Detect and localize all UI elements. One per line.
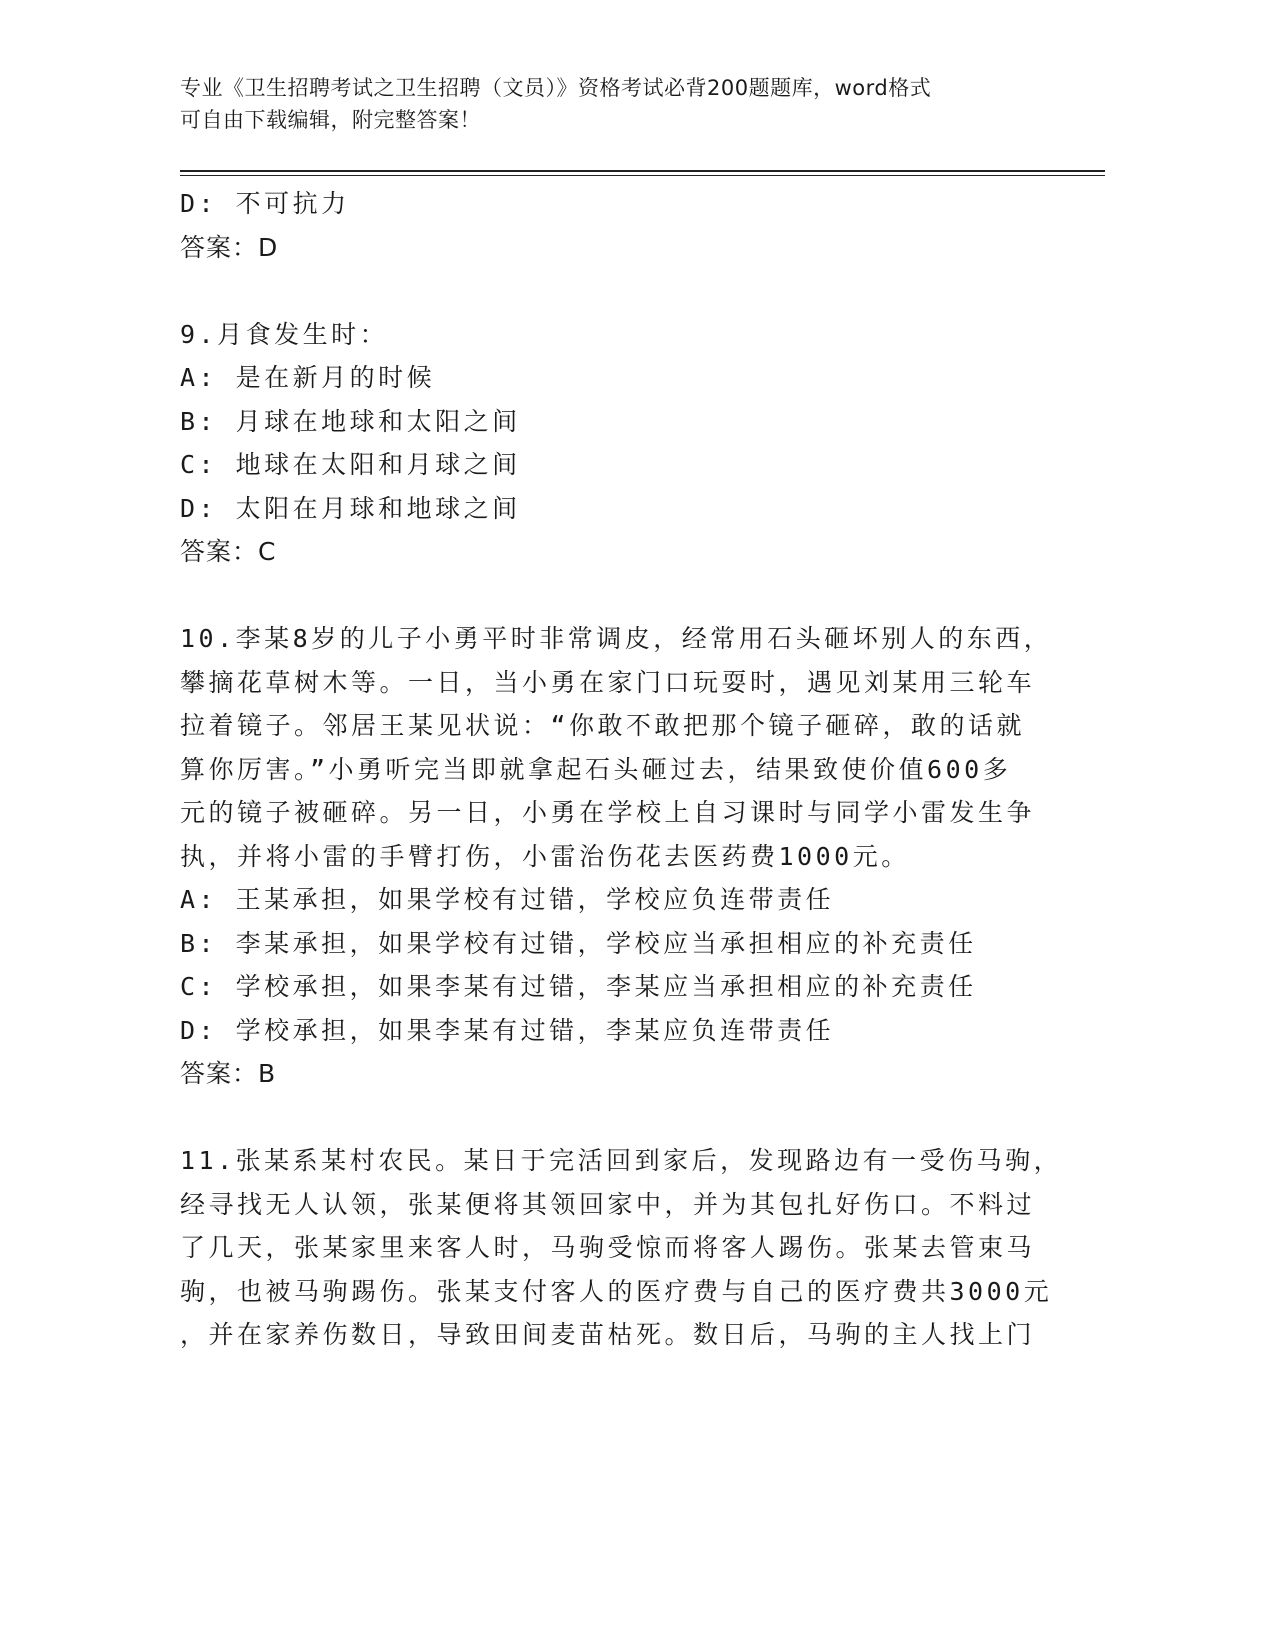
spacer xyxy=(180,1096,1040,1140)
q8-option-d: D: 不可抗力 xyxy=(180,189,350,218)
q10-question xyxy=(180,617,1053,878)
q10-option-b: B: 李某承担，如果学校有过错，学校应当承担相应的补充责任 xyxy=(180,928,977,958)
document-body xyxy=(180,182,1063,1357)
header-line-2: 可自由下载编辑，附完整答案！ xyxy=(180,108,481,132)
q11-question-line: 驹，也被马驹踢伤。张某支付客人的医疗费与自己的医疗费共3000元 xyxy=(180,1276,1053,1306)
q8-answer: 答案：D xyxy=(180,232,279,262)
q10-option-c: C: 学校承担，如果李某有过错，李某应当承担相应的补充责任 xyxy=(180,972,977,1001)
q10-question-line: 算你厉害。”小勇听完当即就拿起石头砸过去，结果致使价值600多 xyxy=(180,754,1012,784)
q9-option-a: A: 是在新月的时候 xyxy=(180,363,436,392)
q9-option-b: B: 月球在地球和太阳之间 xyxy=(180,406,521,436)
header-line-1: 专业《卫生招聘考试之卫生招聘（文员）》资格考试必背200题题库，word格式 xyxy=(180,76,932,100)
q9-option-c: C: 地球在太阳和月球之间 xyxy=(180,450,521,479)
q11-question-line: ，并在家养伤数日，导致田间麦苗枯死。数日后，马驹的主人找上门 xyxy=(180,1320,1036,1349)
q9-option-d: D: 太阳在月球和地球之间 xyxy=(180,493,521,523)
q10-option-a: A: 王某承担，如果学校有过错，学校应负连带责任 xyxy=(180,885,835,914)
q11-question-line: 经寻找无人认领，张某便将其领回家中，并为其包扎好伤口。不料过 xyxy=(180,1189,1036,1219)
q10-answer: 答案：B xyxy=(180,1059,277,1088)
spacer xyxy=(180,574,1040,618)
q10-question-line: 拉着镜子。邻居王某见状说：“你敢不敢把那个镜子砸碎，敢的话就 xyxy=(180,711,1026,740)
q9-answer: 答案：C xyxy=(180,537,277,566)
q10-option-d: D: 学校承担，如果李某有过错，李某应负连带责任 xyxy=(180,1015,835,1045)
q10-question-line: 元的镜子被砸碎。另一日，小勇在学校上自习课时与同学小雷发生争 xyxy=(180,798,1036,827)
q10-question-line: 执，并将小雷的手臂打伤，小雷治伤花去医药费1000元。 xyxy=(180,841,910,871)
q10-question-line: 攀摘花草树木等。一日，当小勇在家门口玩耍时，遇见刘某用三轮车 xyxy=(180,667,1036,697)
q9-question: 9.月食发生时： xyxy=(180,319,389,349)
q11-question xyxy=(180,1139,1063,1357)
spacer xyxy=(180,269,1040,313)
q11-question-line: 11.张某系某村农民。某日于完活回到家后，发现路边有一受伤马驹， xyxy=(180,1146,1063,1175)
q10-question-line: 10.李某8岁的儿子小勇平时非常调皮，经常用石头砸坏别人的东西， xyxy=(180,624,1053,653)
header-divider-thick xyxy=(180,170,1105,172)
document-header xyxy=(180,72,1060,136)
q11-question-line: 了几天，张某家里来客人时，马驹受惊而将客人踢伤。张某去管束马 xyxy=(180,1233,1036,1262)
header-divider-thin xyxy=(180,175,1105,176)
